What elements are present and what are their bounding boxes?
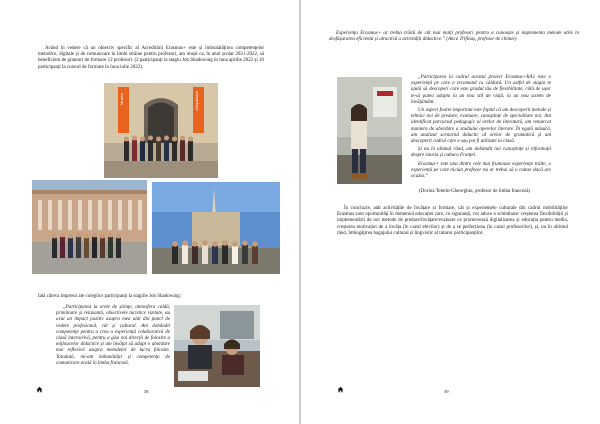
impressions-heading: Iată câteva impresii ale colegilor participanți la stagiile Job Shadowing:	[38, 294, 182, 299]
page-number-left: 38	[144, 389, 149, 394]
quote-trifinas: „Participarea la orele de științe, atmosfera caldă, primitoare și relaxantă, obiectivele turistice vizitate, au avut un impact pozitiv asupra mea atât din punct de vedere profesional, cât și cultural. Am dobândit competențe pentru a crea o experiență colaborativă de clasă interactivă, pentru a găsi noi direcții de folosire a mijloacelor didactice și am învățat să adapt o abordare mai reflexivă asupra metodelor de lucru folosite. Totodată, mi-am îmbunătățit și competența de comunicare orală în limba franceză.	[56, 305, 170, 366]
photo-monument-group	[152, 182, 280, 274]
photo-teacher-portrait	[337, 77, 402, 184]
banner-text-right: d'Aquitaine	[194, 91, 199, 111]
photo-museum-group	[104, 83, 218, 178]
page-number-right: 39	[444, 389, 449, 394]
quote-author: (Dorina Teletin-Gheorghiu, profesor de limba franceză)	[419, 189, 531, 194]
conclusion-paragraph: În concluzie, atât activitățile de învățare și formare, cât și experiențele culturale din cadrul mobilităților Erasmus sunt oportunități în domeniul educației care, cu siguranță, vor aduce o schimbare: creșterea flexibilității și implementării de noi metode de predare/învățare/evaluare ce promovează digitalizarea și educația pentru media, creșterea motivației de a învăța (în cazul elevilor) și de a se perfecționa (în cazul profesorilor), și, nu în ultimul rând, îmbogățirea bagajului cultural și lingvistic al tuturor participanților.	[337, 206, 568, 236]
quote-teletin: „Participarea la cadrul acestui proiect Erasmus+KA1 este o experiență pe care o recomand cu căldură. Un astfel de stagiu te ajută să descoperi care este gradul tău de flexibilitate, câtă de ușor te-ai putea adapta la un nou stil de viață, la un nou sistem de învățământ. Un aspect foarte important este faptul că am descoperit metode și tehnici noi de predare, evaluare, cunoștințe de specialitate noi. Am identificat parcursul pedagogic al orelor de literatură, am remarcat maniera de abordare a studiului operelor literare. În egală măsură, am analizat scenariul didactic al orelor de gramatică și am descoperit cadrul care e sau pot fi utilizate la clasă. Și nu în ultimul rând, am dobândit noi cunoștințe și informații despre istoria și cultura Franței. Erasmus+ este una dintre cele mai frumoase experiențe trăite, o experiență pe care niciun profesor nu ar trebui să o ratezе dacă are ocazia.”	[411, 75, 551, 180]
right-page	[301, 0, 600, 424]
home-icon[interactable]	[337, 386, 344, 393]
left-page	[0, 0, 299, 424]
intro-paragraph: Având în vedere că un obiectiv specific al Acreditării Erasmus+ este și îmbunătățirea competențelor metodice, digitale și de comunicare în limbi străine pentru profesori, am reușit ca, în anul școlar 2021-2022, să beneficiem de granturi de formare 12 profesori. (2 participanți la stagiu Job Shadowing în luna aprilie 2022 și 10 participanți la cursuri de formare în luna iulie 2022).	[38, 46, 264, 70]
banner-text-left: Musée	[119, 93, 124, 106]
quote-continued: Experiența Erasmus+ ar trebui trăită de cât mai mulți profesori pentru a cunoaște și implementa metode utile în desfășurarea eficientă și atractivă a activității didactice.” (Anca Trifinaș, profesor de chimie)	[329, 31, 579, 43]
home-icon[interactable]	[36, 386, 43, 393]
photo-capitole-group	[32, 180, 147, 274]
photo-classroom	[174, 305, 260, 387]
